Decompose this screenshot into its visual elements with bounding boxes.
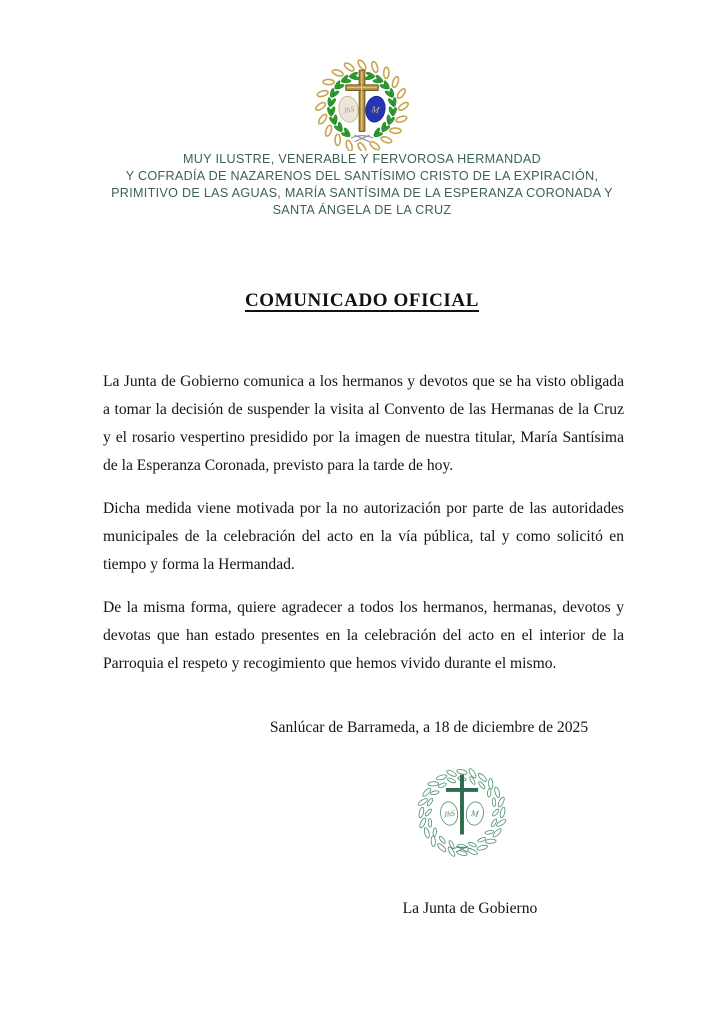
paragraph-1: La Junta de Gobierno comunica a los hermanos y devotos que se ha visto obligada a tomar la decisión de suspender la visita al Convento de las Hermanas de la Cruz y el rosario vespertino presidido por la imagen de nuestra titular, María Santísima de la Esperanza Coronada, previsto para la tarde de hoy.: [103, 373, 624, 474]
blue-shield-monogram: M: [370, 105, 380, 117]
org-line-1: MUY ILUSTRE, VENERABLE Y FERVOROSA HERMANDAD: [183, 152, 541, 166]
blue-oval-shield-icon: [364, 95, 387, 124]
signature: La Junta de Gobierno: [402, 900, 538, 917]
white-shield-monogram: JhS: [342, 104, 356, 116]
seal-left-monogram: JhS: [442, 808, 456, 820]
org-line-2: Y COFRADÍA DE NAZARENOS DEL SANTÍSIMO CRISTO DE LA EXPIRACIÓN,: [125, 169, 599, 183]
white-oval-shield-icon: [337, 95, 360, 124]
brotherhood-crest-icon: [314, 58, 410, 151]
stem-tie-icon: [351, 135, 373, 142]
seal-left-oval-icon: [439, 801, 459, 827]
org-line-4: SANTA ÁNGELA DE LA CRUZ: [272, 203, 452, 217]
paragraph-2: Dicha medida viene motivada por la no autorización por parte de las autoridades municipales de la celebración del acto en la vía pública, tal y como solicitó en tiempo y forma la Hermandad.: [103, 500, 624, 573]
document-title: COMUNICADO OFICIAL: [244, 290, 480, 311]
paragraph-3: De la misma forma, quiere agradecer a todos los hermanos, hermanas, devotos y devotas que han estado presentes en la celebración del acto en el interior de la Parroquia el respeto y recogimiento que hemos vivido durante el mismo.: [103, 599, 624, 672]
green-seal-icon: [408, 763, 516, 862]
seal-right-monogram: M: [470, 807, 480, 819]
body-text: [103, 368, 624, 693]
seal-right-oval-icon: [465, 801, 485, 827]
org-line-3: PRIMITIVO DE LAS AGUAS, MARÍA SANTÍSIMA DE LA ESPERANZA CORONADA Y: [111, 186, 613, 200]
organization-name: [0, 151, 724, 219]
dateline: Sanlúcar de Barrameda, a 18 de diciembre de 2025: [269, 719, 589, 736]
